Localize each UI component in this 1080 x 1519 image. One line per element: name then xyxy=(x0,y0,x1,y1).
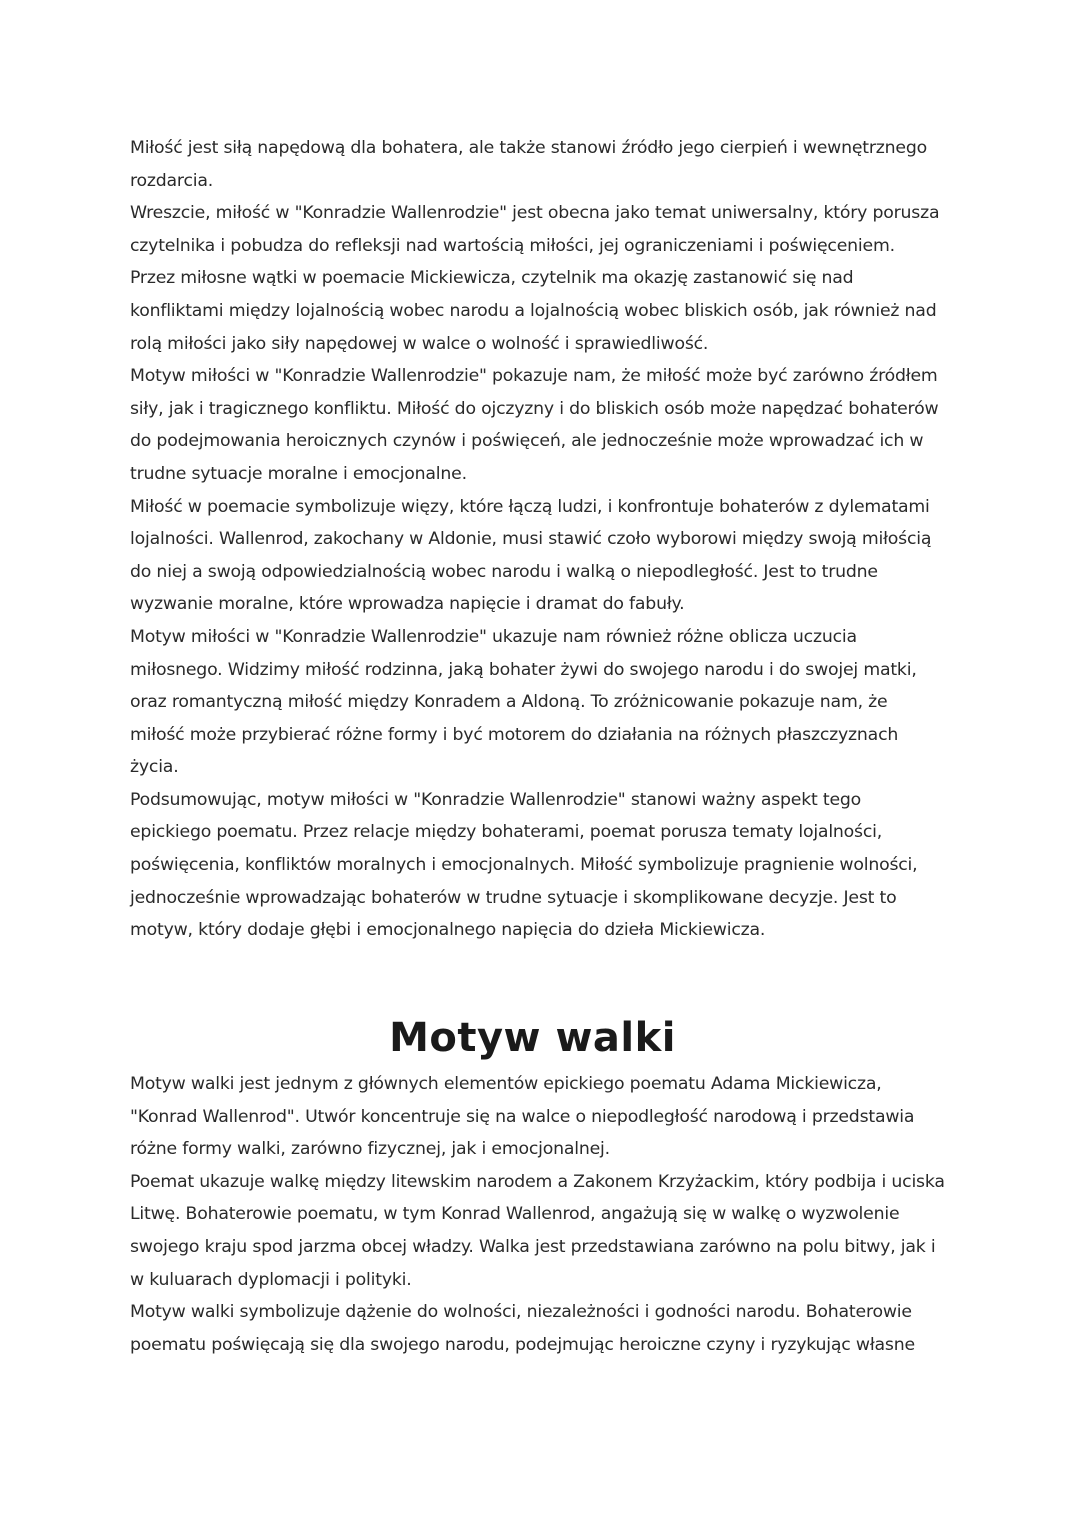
paragraph: Miłość w poemacie symbolizuje więzy, które łączą ludzi, i konfrontuje bohaterów z dylematami lojalności. Wallenrod, zakochany w Aldonie, musi stawić czoło wyborowi między swoją miłością do niej a swoją odpowiedzialnością wobec narodu i walką o niepodległość. Jest to trudne wyzwanie moralne, które wprowadza napięcie i dramat do fabuły. xyxy=(130,496,932,615)
paragraph: Motyw walki symbolizuje dążenie do wolności, niezależności i godności narodu. Bohaterowie poematu poświęcają się dla swojego narodu, podejmując heroiczne czyny i ryzykując własne xyxy=(130,1302,915,1355)
paragraph: Wreszcie, miłość w "Konradzie Wallenrodzie" jest obecna jako temat uniwersalny, który porusza czytelnika i pobudza do refleksji nad wartością miłości, jej ograniczeniami i poświęceniem. Przez miłosne wątki w poemacie Mickiewicza, czytelnik ma okazję zastanowić się nad konfliktami między lojalnością wobec narodu a lojalnością wobec bliskich osób, jak również nad rolą miłości jako siły napędowej w walce o wolność i sprawiedliwość. xyxy=(130,203,940,354)
fight-motif-section xyxy=(130,1068,945,1361)
paragraph: Miłość jest siłą napędową dla bohatera, ale także stanowi źródło jego cierpień i wewnętrznego rozdarcia. xyxy=(130,138,927,191)
paragraph: Motyw walki jest jednym z głównych elementów epickiego poematu Adama Mickiewicza, "Konrad Wallenrod". Utwór koncentruje się na walce o niepodległość narodową i przedstawia różne formy walki, zarówno fizycznej, jak i emocjonalnej. xyxy=(130,1074,915,1160)
section-heading: Motyw walki xyxy=(389,1015,676,1061)
love-motif-section xyxy=(130,132,945,947)
paragraph: Poemat ukazuje walkę między litewskim narodem a Zakonem Krzyżackim, który podbija i uciska Litwę. Bohaterowie poematu, w tym Konrad Wallenrod, angażują się w walkę o wyzwolenie swojego kraju spod jarzma obcej władzy. Walka jest przedstawiana zarówno na polu bitwy, jak i w kuluarach dyplomacji i polityki. xyxy=(130,1171,945,1290)
paragraph: Motyw miłości w "Konradzie Wallenrodzie" pokazuje nam, że miłość może być zarówno źródłem siły, jak i tragicznego konfliktu. Miłość do ojczyzny i do bliskich osób może napędzać bohaterów do podejmowania heroicznych czynów i poświęceń, ale jednocześnie może wprowadzać ich w trudne sytuacje moralne i emocjonalne. xyxy=(130,366,939,484)
paragraph: Podsumowując, motyw miłości w "Konradzie Wallenrodzie" stanowi ważny aspekt tego epickiego poematu. Przez relacje między bohaterami, poemat porusza tematy lojalności, poświęcenia, konfliktów moralnych i emocjonalnych. Miłość symbolizuje pragnienie wolności, jednocześnie wprowadzając bohaterów w trudne sytuacje i skomplikowane decyzje. Jest to motyw, który dodaje głębi i emocjonalnego napięcia do dzieła Mickiewicza. xyxy=(130,789,918,941)
paragraph: Motyw miłości w "Konradzie Wallenrodzie" ukazuje nam również różne oblicza uczucia miłosnego. Widzimy miłość rodzinna, jaką bohater żywi do swojego narodu i do swojej matki, oraz romantyczną miłość między Konradem a Aldoną. To zróżnicowanie pokazuje nam, że miłość może przybierać różne formy i być motorem do działania na różnych płaszczyznach życia. xyxy=(130,626,917,778)
